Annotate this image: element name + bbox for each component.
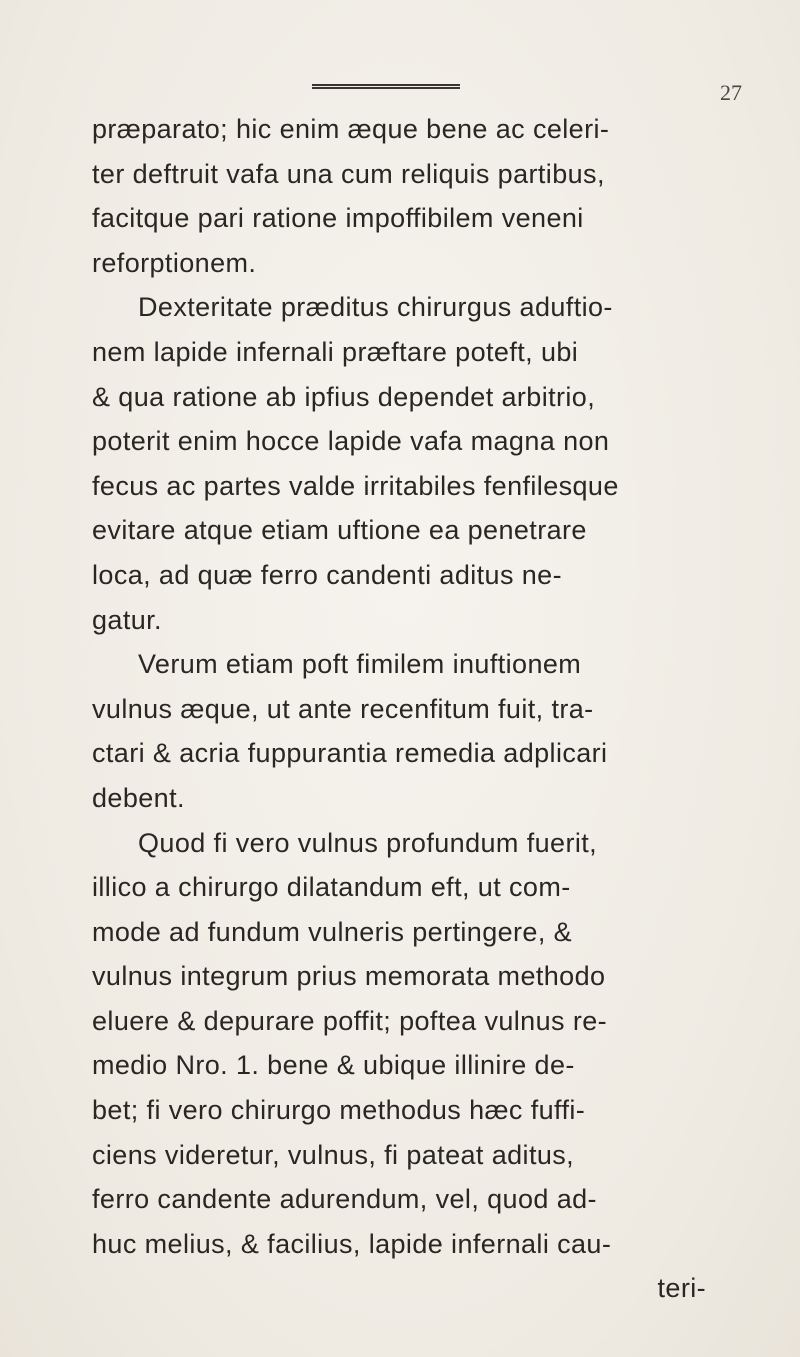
text-line: ctari & acria fuppurantia remedia adplicari — [92, 738, 608, 769]
text-line: ter deftruit vafa una cum reliquis partibus, — [92, 158, 605, 189]
text-line: eluere & depurare poffit; poftea vulnus re- — [92, 1005, 608, 1036]
paragraph-start: Verum etiam poft fimilem inuftionem — [138, 649, 582, 680]
text-line: huc melius, & facilius, lapide infernali cau- — [92, 1228, 612, 1259]
text-line: loca, ad quæ ferro candenti aditus ne- — [92, 559, 562, 590]
text-line: poterit enim hocce lapide vafa magna non — [92, 426, 610, 457]
catchword: teri- — [657, 1273, 706, 1304]
text-line: fecus ac partes valde irritabiles fenfilesque — [92, 470, 619, 501]
header-rule — [312, 84, 460, 91]
text-line: & qua ratione ab ipfius dependet arbitrio, — [92, 381, 596, 412]
text-line: bet; fi vero chirurgo methodus hæc fuffi- — [92, 1095, 586, 1126]
text-line: debent. — [92, 782, 185, 813]
text-line: nem lapide infernali præftare poteft, ubi — [92, 336, 579, 367]
text-line: mode ad fundum vulneris pertingere, & — [92, 916, 573, 947]
paragraph-start: Quod fi vero vulnus profundum fuerit, — [138, 827, 598, 858]
body-text — [92, 107, 742, 1311]
text-line: illico a chirurgo dilatandum eft, ut com- — [92, 872, 571, 903]
text-line: gatur. — [92, 604, 162, 635]
text-line: medio Nro. 1. bene & ubique illinire de- — [92, 1050, 575, 1081]
text-line: facitque pari ratione impoffibilem veneni — [92, 203, 584, 234]
text-line: præparato; hic enim æque bene ac celeri- — [92, 114, 610, 144]
text-line: vulnus æque, ut ante recenfitum fuit, tra- — [92, 693, 594, 724]
page-number: 27 — [720, 80, 742, 105]
text-line: evitare atque etiam uftione ea penetrare — [92, 515, 587, 546]
paragraph-start: Dexteritate præditus chirurgus aduftio- — [138, 292, 613, 323]
text-line: ciens videretur, vulnus, fi pateat aditus, — [92, 1139, 575, 1170]
text-line: reforptionem. — [92, 247, 257, 278]
text-line: vulnus integrum prius memorata methodo — [92, 961, 606, 992]
text-line: ferro candente adurendum, vel, quod ad- — [92, 1184, 597, 1215]
